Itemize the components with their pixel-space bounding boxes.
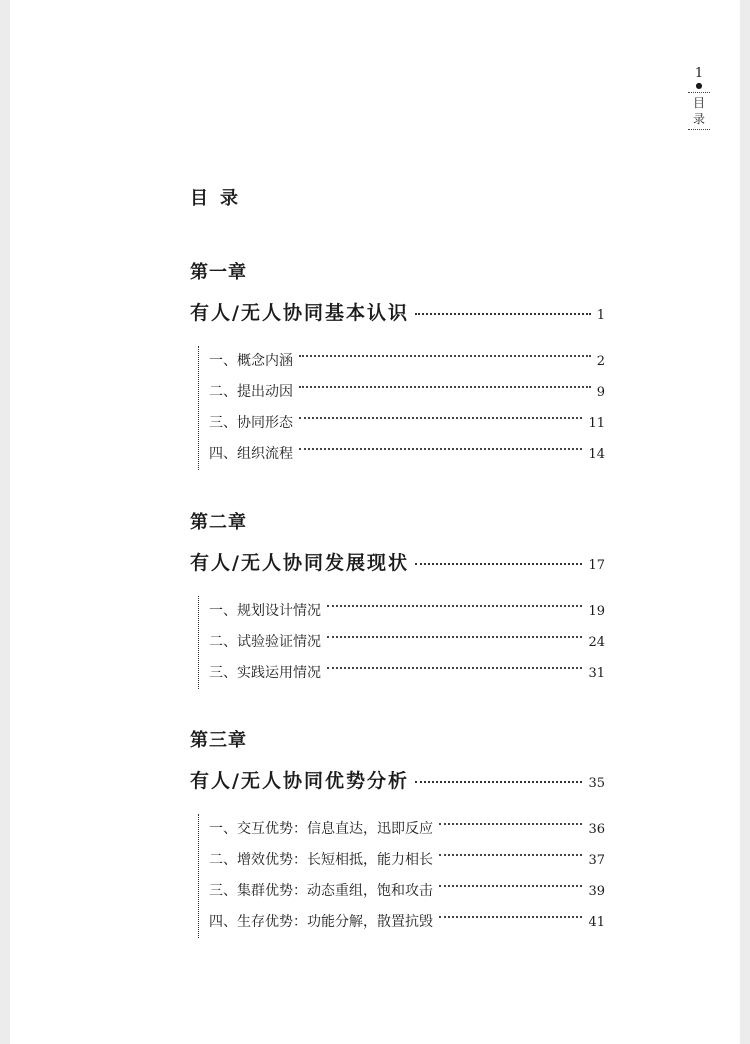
- section-title: 四、生存优势：功能分解，散置抗毁: [209, 914, 433, 930]
- section-list: [198, 596, 605, 689]
- section-page-number: 36: [588, 822, 605, 837]
- dot-leader: [299, 417, 582, 419]
- chapter-2: [190, 508, 605, 689]
- section-page-number: 31: [588, 666, 605, 681]
- dot-leader: [415, 781, 583, 783]
- dot-leader: [439, 885, 582, 887]
- section-title: 四、组织流程: [209, 446, 293, 462]
- chapter-entry[interactable]: [190, 298, 605, 326]
- section-title: 三、集群优势：动态重组，饱和攻击: [209, 883, 433, 899]
- chapter-label: 第二章: [190, 512, 247, 533]
- chapter-title: 有人/无人协同优势分析: [190, 770, 409, 792]
- section-entry[interactable]: [209, 408, 605, 439]
- document-page: [10, 0, 740, 1044]
- dot-leader: [327, 667, 582, 669]
- chapter-3: [190, 726, 605, 938]
- section-entry[interactable]: [209, 346, 605, 377]
- section-page-number: 24: [588, 635, 605, 650]
- section-title: 二、增效优势：长短相抵，能力相长: [209, 852, 433, 868]
- section-entry[interactable]: [209, 627, 605, 658]
- divider: [688, 129, 710, 130]
- section-page-number: 19: [588, 604, 605, 619]
- dot-leader: [415, 313, 591, 315]
- chapter-label: 第三章: [190, 730, 247, 751]
- section-page-number: 9: [596, 385, 605, 400]
- section-entry[interactable]: [209, 907, 605, 938]
- section-list: [198, 346, 605, 470]
- dot-leader: [299, 448, 582, 450]
- page-side-marker: [686, 66, 712, 132]
- dot-leader: [299, 355, 591, 357]
- side-marker-char: 目: [692, 96, 705, 110]
- dot-leader: [299, 386, 591, 388]
- dot-icon: ●: [695, 81, 703, 90]
- section-title: 一、交互优势：信息直达，迅即反应: [209, 821, 433, 837]
- section-entry[interactable]: [209, 814, 605, 845]
- chapter-page-number: 17: [588, 558, 605, 573]
- chapter-entry[interactable]: [190, 766, 605, 794]
- section-entry[interactable]: [209, 377, 605, 408]
- section-title: 一、规划设计情况: [209, 603, 321, 619]
- dot-leader: [439, 823, 582, 825]
- chapter-title: 有人/无人协同基本认识: [190, 302, 409, 324]
- section-entry[interactable]: [209, 596, 605, 627]
- section-entry[interactable]: [209, 876, 605, 907]
- dot-leader: [439, 916, 582, 918]
- chapter-1: [190, 258, 605, 470]
- page-number-marker: 1: [694, 66, 704, 81]
- section-page-number: 37: [588, 853, 605, 868]
- section-page-number: 11: [588, 416, 605, 431]
- section-entry[interactable]: [209, 845, 605, 876]
- chapter-entry[interactable]: [190, 548, 605, 576]
- divider: [688, 92, 710, 93]
- section-entry[interactable]: [209, 658, 605, 689]
- chapter-page-number: 1: [596, 308, 605, 323]
- chapter-title: 有人/无人协同发展现状: [190, 552, 409, 574]
- section-page-number: 39: [588, 884, 605, 899]
- section-entry[interactable]: [209, 439, 605, 470]
- chapter-page-number: 35: [588, 776, 605, 791]
- section-title: 一、概念内涵: [209, 353, 293, 369]
- dot-leader: [327, 605, 582, 607]
- dot-leader: [327, 636, 582, 638]
- section-title: 二、试验验证情况: [209, 634, 321, 650]
- section-page-number: 14: [588, 447, 605, 462]
- section-page-number: 41: [588, 915, 605, 930]
- section-title: 二、提出动因: [209, 384, 293, 400]
- dot-leader: [439, 854, 582, 856]
- section-list: [198, 814, 605, 938]
- section-page-number: 2: [596, 354, 605, 369]
- chapter-label: 第一章: [190, 262, 247, 283]
- section-title: 三、实践运用情况: [209, 665, 321, 681]
- dot-leader: [415, 563, 583, 565]
- section-title: 三、协同形态: [209, 415, 293, 431]
- toc-title: 目录: [190, 188, 250, 209]
- side-marker-char: 录: [692, 112, 705, 126]
